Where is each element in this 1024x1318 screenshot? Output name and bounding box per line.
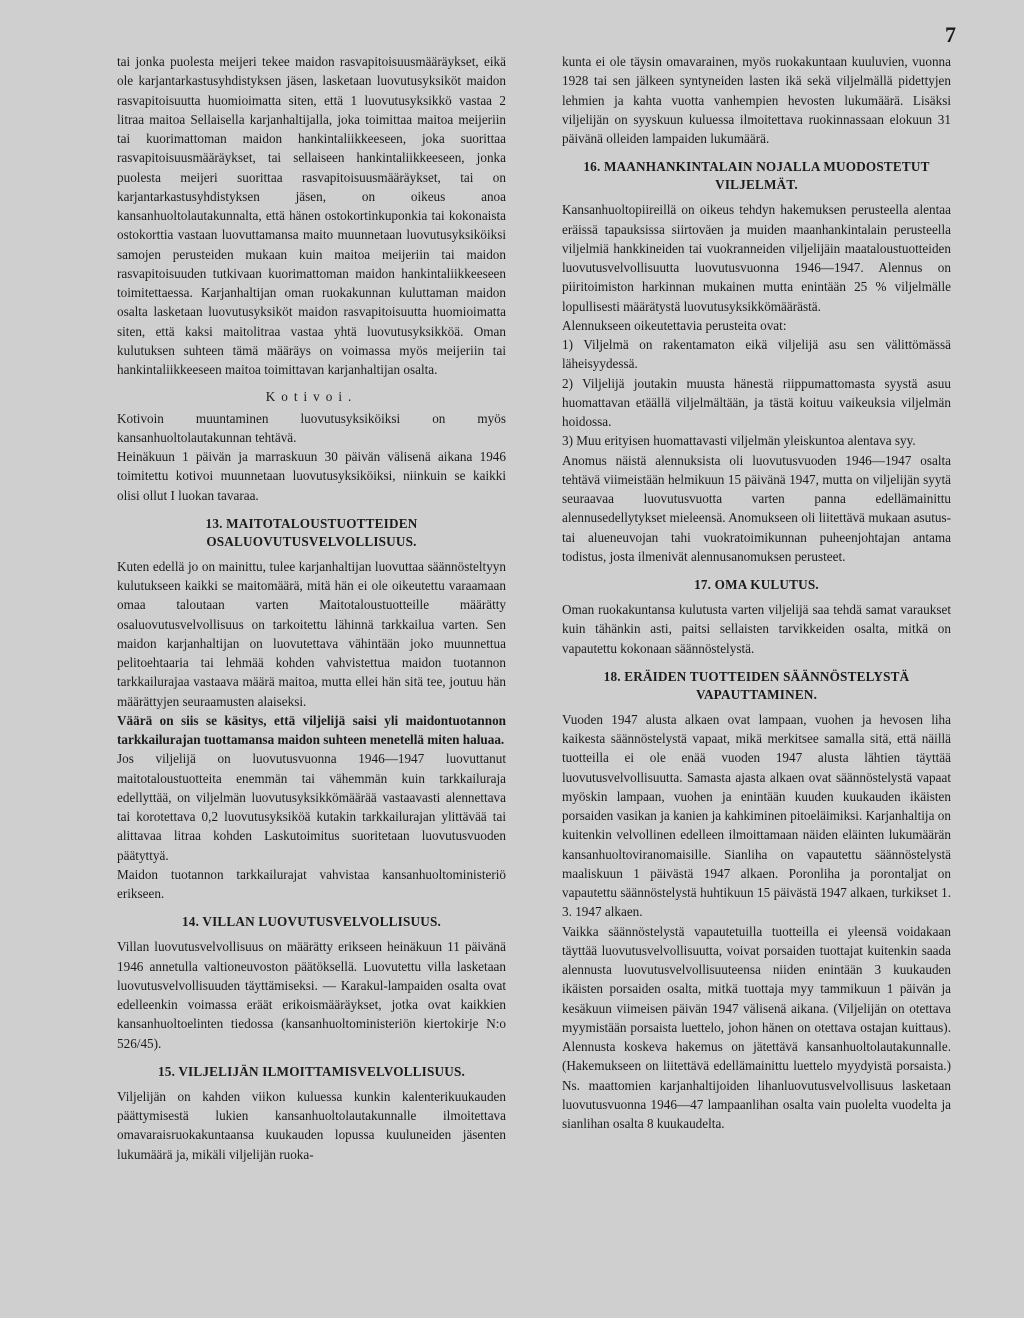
paragraph: Alennukseen oikeutettavia perusteita ovat: xyxy=(562,317,787,333)
left-column xyxy=(117,52,506,1164)
paragraph: Kotivoin muuntaminen luovutusyksiköiksi on myös kansanhuoltolautakunnan tehtävä. xyxy=(117,410,506,445)
paragraph: Kansanhuoltopiireillä on oikeus tehdyn hakemuksen perusteella alentaa eräissä tapauksissa siirtoväen ja muiden maanhankintalain perusteella viljelmiä hankkineiden tai vuokranneiden viljelijäin maataloustuotteiden luovutusvelvollisuutta luovutusvuonna 1946—1947. Alennus on piiritoimiston harkinnan mukainen mutta enintään 25 % viljelmälle lopullisesti määrätystä luovutusyksikkömäärästä. xyxy=(562,202,951,314)
paragraph: Heinäkuun 1 päivän ja marraskuun 30 päivän välisenä aikana 1946 toimitettu kotivoi muunnetaan luovutusyksiköiksi, niinkuin se kaikki olisi ollut I luokan tavaraa. xyxy=(117,449,506,503)
list-item: 3) Muu erityisen huomattavasti viljelmän yleiskuntoa alentava syy. xyxy=(562,433,916,449)
section-heading-16: 16. MAANHANKINTALAIN NOJALLA MUODOSTETUT VILJELMÄT. xyxy=(583,159,930,193)
paragraph: Maidon tuotannon tarkkailurajat vahvistaa kansanhuoltoministeriö erikseen. xyxy=(117,866,506,901)
right-column xyxy=(562,52,951,1133)
section-heading-13: 13. MAITOTALOUSTUOTTEIDEN OSALUOVUTUSVELVOLLISUUS. xyxy=(205,515,418,549)
paragraph: Vuoden 1947 alusta alkaen ovat lampaan, vuohen ja hevosen liha kaikesta säännöstelystä vapaat, mikä merkitsee samalla sitä, että näillä tuotteilla ei ole enää vuoden 1947 alusta lähtien täyttää luovutusvelvollisuutta. Samasta ajasta alkaen ovat säännöstelystä vapaat myöskin lampaan, vuohen ja enintään kuuden kuukauden ikäisten porsaiden vasikan ja kanien ja kahkiminen pitoeläimiksi. Karjanhaltija on kuitenkin velvollinen edelleen ilmoittamaan näiden eläinten lukumäärän kansanhuoltoviranomaisille. Sianliha on vapautettu säännöstelystä maaliskuun 1 päivästä 1947 alkaen. Poronliha ja porontaljat on vapautettu säännöstelystä huhtikuun 15 päivästä 1947 alkaen, turkikset 1. 3. 1947 alkaen. xyxy=(562,711,951,920)
section-heading-14: 14. VILLAN LUOVUTUSVELVOLLISUUS. xyxy=(182,914,441,930)
paragraph: Anomus näistä alennuksista oli luovutusvuoden 1946—1947 osalta tehtävä viimeistään helmikuun 15 päivänä 1947, mutta on viljelijän syytä seuraavaa luovutusvuotta varten panna edellämainittu alennusedellytykset mieleensä. Anomukseen oli liitettävä mukaan asutus- tai alueneuvojan tahi vuokratoimikunnan puheenjohtajan antama todistus, josta ilmenivät alennusanomuksen perusteet. xyxy=(562,452,951,564)
list-item: 1) Viljelmä on rakentamaton eikä viljelijä asu sen välittömässä läheisyydessä. xyxy=(562,337,951,372)
section-heading-18: 18. ERÄIDEN TUOTTEIDEN SÄÄNNÖSTELYSTÄ VAPAUTTAMINEN. xyxy=(603,668,910,702)
section-heading-15: 15. VILJELIJÄN ILMOITTAMISVELVOLLISUUS. xyxy=(157,1063,466,1079)
list-item: 2) Viljelijä joutakin muusta hänestä riippumattomasta syystä asuu huomattavan etäällä viljelmältään, ja tästä koituu vaikeuksia viljelmän hoidossa. xyxy=(562,375,951,429)
paragraph: Villan luovutusvelvollisuus on määrätty erikseen heinäkuun 11 päivänä 1946 annetulla valtioneuvoston päätöksellä. Luovutettu villa lasketaan luovutusvelvollisuuden täyttämiseksi. — Karakul-lampaiden osalta ovat edelleenkin voimassa eräät erikoismääräykset, jotka ovat kaikkien kansanhuoltoelinten tiedossa (kansanhuoltoministeriön kiertokirje N:o 526/45). xyxy=(117,939,506,1051)
page-number: 7 xyxy=(945,22,956,47)
paragraph: tai jonka puolesta meijeri tekee maidon rasvapitoisuusmääräykset, eikä ole karjantarkastusyhdistyksen jäsen, lasketaan luovutusyksiköt maidon rasvapitoisuutta huomioimatta siten, että 1 luovutusyksikkö vastaa 2 litraa maitoa Sellaisella karjanhaltijalla, joka toimittaa maitoa meijeriin tai kuorimattoman maidon hankintaliikkeeseen, joka suorittaa rasvapitoisuusmääräykset, tai sellaiseen hankintaliikkeeseen, jonka puolesta meijeri suorittaa rasvapitoisuusmääräykset, tai on karjantarkastusyhdistyksen jäsen, on oikeus anoa kansanhuoltolautakunnalta, että hänen ostokortinkuponkia tai kokonaista ostokorttia vastaan luovuttamansa maito muunnetaan luovutusyksiköiksi samojen perusteiden mukaan kuin maitoa meijeriin tai maidon rasvapitoisuuden tutkivaan kuorimattoman maidon hankintaliikkeeseen toimitettaessa. Karjanhaltijan oman ruokakunnan kuluttaman maidon osalta lasketaan luovutusyksiköt maidon rasvapitoisuutta huomioimatta siten, että kaksi maitolitraa vastaa yhtä luovutusyksikköä. Oman kulutuksen suhteen tämä määräys on voimassa myös meijeriin tai hankintaliikkeeseen maitoa toimittavan karjanhaltijan osalta. xyxy=(117,54,506,377)
paragraph: Oman ruokakuntansa kulutusta varten viljelijä saa tehdä samat varaukset kuin tähänkin asti, paitsi sellaisten tarvikkeiden osalta, mitkä on vapautettu kokonaan säännöstelystä. xyxy=(562,602,951,656)
bold-paragraph: Väärä on siis se käsitys, että viljelijä saisi yli maidontuotannon tarkkailurajan tuottamansa maidon suhteen menetellä miten haluaa. xyxy=(117,712,506,747)
paragraph: Jos viljelijä on luovutusvuonna 1946—1947 luovuttanut maitotaloustuotteita enemmän tai vähemmän kuin tarkkailuraja edellyttää, on viljelmän luovutusyksikkömäärää vastaavasti alennettava tai korotettava 0,2 luovutusyksiköä kutakin tarkkailurajan ylittävää tai alittavaa litraa kohden Laskutoimitus suoritetaan luovutusvuoden päätyttyä. xyxy=(117,751,506,863)
paragraph: Kuten edellä jo on mainittu, tulee karjanhaltijan luovuttaa säännösteltyyn kulutukseen kaikki se maitomäärä, mitä hän ei ole oikeutettu varaamaan omaa taloutaan varten Maitotaloustuotteille määrätty osaluovutusvelvollisuus on tarkoitettu lähinnä tarkkailua varten. Sen maidon karjanhaltijan on luovutettava vähintään joko muunnettua pelitoehtaaria tai lehmää kohden vahvistettua maidon tuotannon tarkkailurajaa vastaava määrä maitoa, mutta ellei hän sitä tee, joutuu hän määrättyjen seuraamusten alaiseksi. xyxy=(117,558,506,709)
paragraph: Vaikka säännöstelystä vapautetuilla tuotteilla ei yleensä voidakaan täyttää luovutusvelvollisuutta, voivat porsaiden tuottajat kuitenkin saada alennusta luovutusvelvollisuuteensa niiden enintään 3 kuukauden ikäisten porsaiden osalta, mitkä tuottaja myy tammikuun 1 päivän ja kesäkuun viimeisen päivän 1947 välisenä aikana. (Viljelijän on otettava myymistään porsaista luettelo, johon hänen on otettava ostajan kuittaus). Alennusta koskeva hakemus on jätettävä kansanhuoltolautakunnalle. (Hakemukseen on liitettävä edellämainittu luettelo myydyistä porsaista.) Ns. maattomien karjanhaltijoiden lihanluovutusvelvollisuus lasketaan luovutusvuonna 1946—47 lampaanlihan osalta vain puolelta vuodelta ja sianlihan osalta 8 kuukaudelta. xyxy=(562,923,951,1131)
subsection-title-kotivoi: Kotivoi. xyxy=(265,389,358,405)
section-heading-17: 17. OMA KULUTUS. xyxy=(694,577,819,592)
paragraph: Viljelijän on kahden viikon kuluessa kunkin kalenterikuukauden päättymisestä lukien kansanhuoltolautakunnalle ilmoitettava omavaraisruokakuntaansa kuukauden lopussa kuuluneiden jäsenten lukumäärä ja, mikäli viljelijän ruoka- xyxy=(117,1088,506,1162)
paragraph: kunta ei ole täysin omavarainen, myös ruokakuntaan kuuluvien, vuonna 1928 tai sen jälkeen syntyneiden lasten ikä sekä viljelmällä pidettyjen lehmien ja kahta vuotta vanhempien hevosten lukumäärä. Lisäksi viljelijän on syyskuun kuluessa ilmoitettava ruokinnassaan elokuun 31 päivänä olleiden lampaiden lukumäärä. xyxy=(562,54,951,146)
